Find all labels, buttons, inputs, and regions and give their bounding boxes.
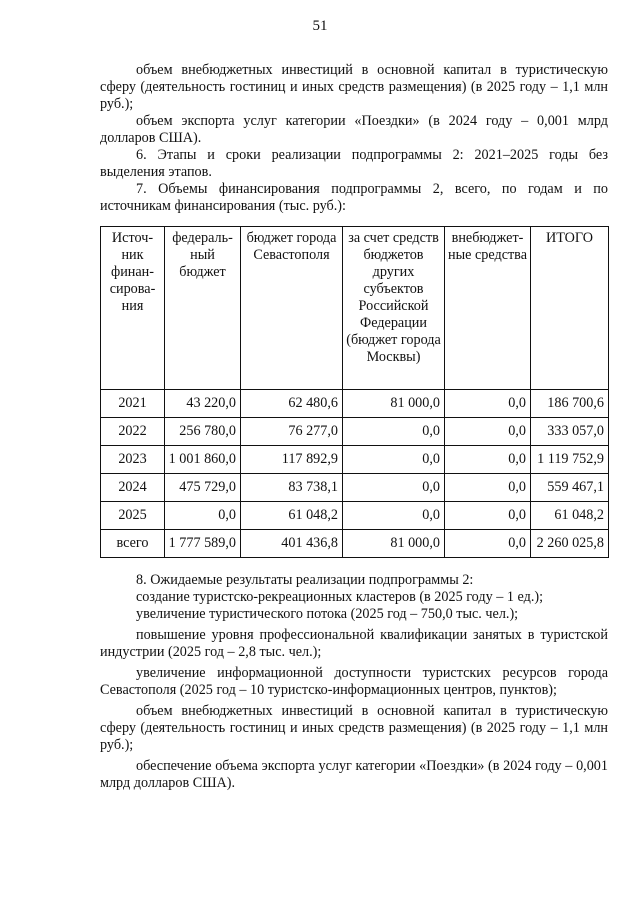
paragraph-funding: 7. Объемы финансирования подпрограммы 2, всего, по годам и по источникам финансирования (тыс. руб.): — [100, 181, 608, 214]
cell-year: 2024 — [101, 474, 165, 502]
results-heading: 8. Ожидаемые результаты реализации подпрограммы 2: — [136, 572, 474, 588]
table-row — [101, 474, 609, 502]
cell-federal: 1 777 589,0 — [165, 530, 241, 558]
paragraph-investment: объем внебюджетных инвестиций в основной капитал в туристическую сферу (деятельность гостиниц и иных средств размещения) (в 2025 году – 1,1 млн руб.); — [100, 62, 608, 112]
cell-city: 62 480,6 — [241, 390, 343, 418]
cell-city: 117 892,9 — [241, 446, 343, 474]
cell-total: 61 048,2 — [531, 502, 609, 530]
cell-total: 186 700,6 — [531, 390, 609, 418]
header-other-subjects: за счет средств бюджетов других субъектов Российской Федерации (бюджет города Москвы) — [343, 227, 445, 390]
cell-city: 83 738,1 — [241, 474, 343, 502]
cell-other: 0,0 — [343, 446, 445, 474]
cell-extra: 0,0 — [445, 502, 531, 530]
table-row — [101, 446, 609, 474]
cell-other: 81 000,0 — [343, 530, 445, 558]
cell-year: 2025 — [101, 502, 165, 530]
cell-extra: 0,0 — [445, 390, 531, 418]
cell-federal: 0,0 — [165, 502, 241, 530]
result-info-access: увеличение информационной доступности туристских ресурсов города Севастополя (2025 год – 10 туристско-информационных центров, пунктов); — [100, 665, 608, 698]
cell-total: 559 467,1 — [531, 474, 609, 502]
cell-city: 76 277,0 — [241, 418, 343, 446]
cell-extra: 0,0 — [445, 474, 531, 502]
cell-other: 0,0 — [343, 474, 445, 502]
table-row — [101, 390, 609, 418]
table-row — [101, 502, 609, 530]
cell-year: 2023 — [101, 446, 165, 474]
cell-total: 333 057,0 — [531, 418, 609, 446]
cell-city: 401 436,8 — [241, 530, 343, 558]
funding-table — [100, 226, 609, 558]
result-tourist-flow: увеличение туристического потока (2025 год – 750,0 тыс. чел.); — [136, 606, 519, 622]
table-row — [101, 418, 609, 446]
cell-other: 81 000,0 — [343, 390, 445, 418]
cell-extra: 0,0 — [445, 530, 531, 558]
cell-total: 1 119 752,9 — [531, 446, 609, 474]
paragraph-export: объем экспорта услуг категории «Поездки» (в 2024 году – 0,001 млрд долларов США). — [100, 113, 608, 146]
cell-federal: 475 729,0 — [165, 474, 241, 502]
results-section — [100, 572, 608, 792]
result-investment: объем внебюджетных инвестиций в основной капитал в туристическую сферу (деятельность гостиниц и иных средств размещения) (в 2025 году – 1,1 млн руб.); — [100, 703, 608, 753]
cell-extra: 0,0 — [445, 446, 531, 474]
header-source: Источ- ник финан- сирова- ния — [101, 227, 165, 390]
cell-year: всего — [101, 530, 165, 558]
cell-federal: 1 001 860,0 — [165, 446, 241, 474]
result-clusters: создание туристско-рекреационных кластеров (в 2025 году – 1 ед.); — [136, 589, 544, 605]
result-qualification: повышение уровня профессиональной квалификации занятых в туристской индустрии (2025 год – 2,8 тыс. чел.); — [100, 627, 608, 660]
result-export: обеспечение объема экспорта услуг категории «Поездки» (в 2024 году – 0,001 млрд долларов США). — [100, 758, 608, 791]
intro-section — [100, 62, 608, 215]
paragraph-stages: 6. Этапы и сроки реализации подпрограммы 2: 2021–2025 годы без выделения этапов. — [100, 147, 608, 180]
cell-extra: 0,0 — [445, 418, 531, 446]
table-row-total — [101, 530, 609, 558]
header-total: ИТОГО — [531, 227, 609, 390]
page-number: 51 — [312, 18, 328, 34]
cell-year: 2022 — [101, 418, 165, 446]
header-extra-budget: внебюджет- ные средства — [445, 227, 531, 390]
cell-total: 2 260 025,8 — [531, 530, 609, 558]
cell-other: 0,0 — [343, 502, 445, 530]
cell-city: 61 048,2 — [241, 502, 343, 530]
cell-federal: 43 220,0 — [165, 390, 241, 418]
header-city-budget: бюджет города Севастополя — [241, 227, 343, 390]
cell-other: 0,0 — [343, 418, 445, 446]
cell-federal: 256 780,0 — [165, 418, 241, 446]
header-federal: федераль- ный бюджет — [165, 227, 241, 390]
cell-year: 2021 — [101, 390, 165, 418]
